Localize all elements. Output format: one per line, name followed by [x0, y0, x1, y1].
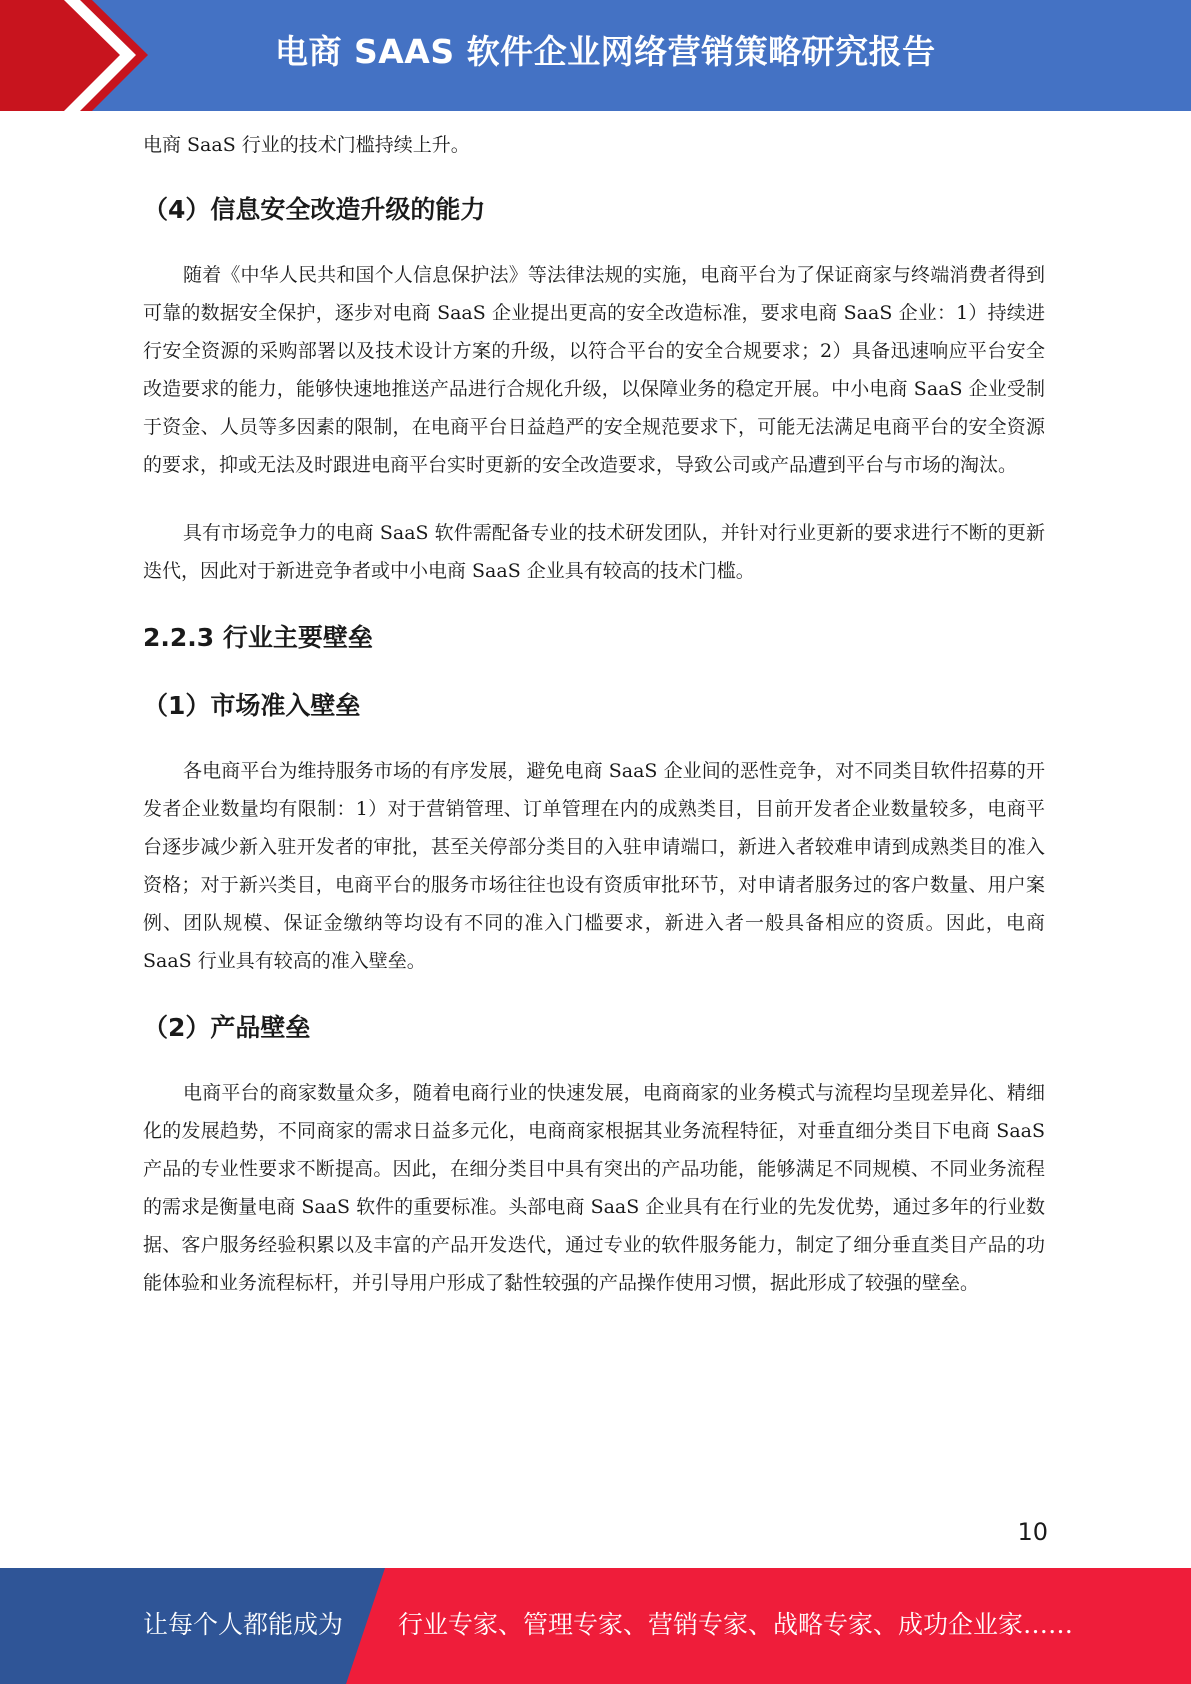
continuation-paragraph: 电商 SaaS 行业的技术门槛持续上升。 [143, 134, 470, 156]
header-arrow-decoration [0, 0, 160, 111]
section-heading-4: （4）信息安全改造升级的能力 [143, 195, 486, 224]
section-heading-2-2-3: 2.2.3 行业主要壁垒 [143, 623, 373, 652]
body-paragraph: 随着《中华人民共和国个人信息保护法》等法律法规的实施，电商平台为了保证商家与终端消费者得到可靠的数据安全保护，逐步对电商 SaaS 企业提出更高的安全改造标准，要求电商 SaaS 企业：1）持续进行安全资源的采购部署以及技术设计方案的升级，以符合平台的安全合规要求；2）具备迅速响应平台安全改造要求的能力，能够快速地推送产品进行合规化升级，以保障业务的稳定开展。中小电商 SaaS 企业受制于资金、人员等多因素的限制，在电商平台日益趋严的安全规范要求下，可能无法满足电商平台的安全资源的要求，抑或无法及时跟进电商平台实时更新的安全改造要求，导致公司或产品遭到平台与市场的淘汰。 [143, 264, 1045, 476]
section-heading-2: （2）产品壁垒 [143, 1013, 311, 1042]
footer-slogan-left: 让每个人都能成为 [143, 1610, 344, 1639]
report-title: 电商 SAAS 软件企业网络营销策略研究报告 [275, 32, 936, 71]
page-header [0, 0, 1191, 111]
page-footer [0, 1568, 1191, 1684]
document-body [143, 126, 1045, 1302]
body-paragraph: 具有市场竞争力的电商 SaaS 软件需配备专业的技术研发团队，并针对行业更新的要求进行不断的更新迭代，因此对于新进竞争者或中小电商 SaaS 企业具有较高的技术门槛。 [143, 522, 1045, 582]
body-paragraph: 电商平台的商家数量众多，随着电商行业的快速发展，电商商家的业务模式与流程均呈现差异化、精细化的发展趋势，不同商家的需求日益多元化，电商商家根据其业务流程特征，对垂直细分类目下电商 SaaS 产品的专业性要求不断提高。因此，在细分类目中具有突出的产品功能，能够满足不同规模、不同业务流程的需求是衡量电商 SaaS 软件的重要标准。头部电商 SaaS 企业具有在行业的先发优势，通过多年的行业数据、客户服务经验积累以及丰富的产品开发迭代，通过专业的软件服务能力，制定了细分垂直类目产品的功能体验和业务流程标杆，并引导用户形成了黏性较强的产品操作使用习惯，据此形成了较强的壁垒。 [143, 1082, 1045, 1294]
footer-slogan-right: 行业专家、管理专家、营销专家、战略专家、成功企业家…… [398, 1610, 1074, 1639]
body-paragraph: 各电商平台为维持服务市场的有序发展，避免电商 SaaS 企业间的恶性竞争，对不同类目软件招募的开发者企业数量均有限制：1）对于营销管理、订单管理在内的成熟类目，目前开发者企业数量较多，电商平台逐步减少新入驻开发者的审批，甚至关停部分类目的入驻申请端口，新进入者较难申请到成熟类目的准入资格；对于新兴类目，电商平台的服务市场往往也设有资质审批环节，对申请者服务过的客户数量、用户案例、团队规模、保证金缴纳等均设有不同的准入门槛要求，新进入者一般具备相应的资质。因此，电商 SaaS 行业具有较高的准入壁垒。 [143, 760, 1045, 972]
section-heading-1: （1）市场准入壁垒 [143, 691, 361, 720]
page-number: 10 [1017, 1518, 1048, 1546]
